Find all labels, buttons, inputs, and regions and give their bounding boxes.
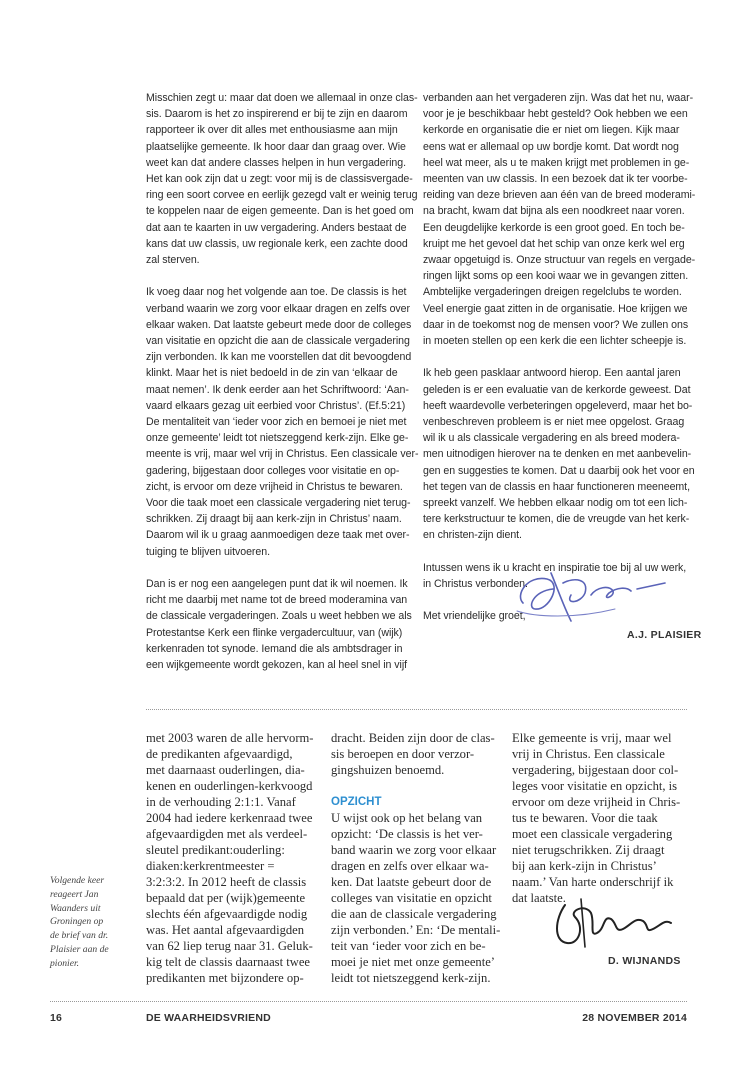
text-line: die aan de classicale vergadering (331, 907, 497, 921)
text-line: sleutel predikant:ouderling: (146, 843, 285, 857)
text-line: tus te bewaren. Voor die taak (512, 811, 658, 825)
text-line: ken. Dat laatste gebeurt door de (331, 875, 492, 889)
text-line: vaard elkaars gezag uit eerbied voor Christus’. (Ef.5:21) (146, 399, 406, 412)
text-line: leges voor visitatie en opzicht, is (512, 779, 678, 793)
text-line: daar in de toekomst nog de mensen voor? We zullen ons (423, 318, 689, 331)
letter2-column-3 (512, 730, 692, 906)
letter2-column-2-bottom (331, 810, 511, 986)
text-line: de classicale vergaderingen. Zoals u weet hebben we als (146, 610, 412, 623)
text-line: predikanten met bijzondere op- (146, 971, 304, 985)
text-line: Daarom wil ik u graag aanmoedigen deze taak met over- (146, 529, 410, 542)
text-line: teit van ‘ieder voor zich en be- (331, 939, 486, 953)
text-line: Ik heb geen pasklaar antwoord hierop. Een aantal jaren (423, 367, 681, 380)
text-line: meente is vrij, maar wel vrij in Christus. Een classicale ver- (146, 448, 419, 461)
text-line: het tegen van de classis en haar functioneren meeneemt, (423, 480, 690, 493)
section-divider (146, 709, 687, 710)
text-line: verbanden aan het vergaderen zijn. Was dat het nu, waar- (423, 92, 694, 104)
text-line: van visitatie en opzicht die aan de classicale vergadering (146, 335, 410, 348)
text-line: slechts één afgevaardigde nodig (146, 907, 308, 921)
text-line: eens wat er allemaal op uw bordje komt. Dat wordt nog (423, 140, 679, 153)
text-line: richt me daarbij met name tot de breed moderamina van (146, 594, 408, 607)
text-line: Misschien zegt u: maar dat doen we allemaal in onze clas- (146, 92, 418, 104)
text-line: heel wat meer, als u te maken krijgt met problemen in ge- (423, 156, 690, 169)
text-line: wil ik u als classicale vergadering en als breed modera- (423, 432, 680, 445)
text-line: dragen en zelfs over elkaar wa- (331, 859, 489, 873)
text-line: gen en suggesties te komen. Dat u daarbij ook het voor en (423, 464, 695, 477)
issue-date: 28 NOVEMBER 2014 (582, 1012, 687, 1024)
text-line: Elke gemeente is vrij, maar wel (512, 731, 672, 745)
text-line: De mentaliteit van ‘ieder voor zich en bemoei je niet met (146, 416, 407, 429)
text-line: een wijkgemeente wordt gekozen, kan al heel snel in vijf (146, 659, 408, 672)
text-line: moei je niet met onze gemeente’ (331, 955, 495, 969)
text-line: diaken:kerkrentmeester = (146, 859, 275, 873)
text-line: dracht. Beiden zijn door de clas- (331, 731, 495, 745)
text-line: klinkt. Maar het is niet bedoeld in de zin van ‘elkaar de (146, 367, 398, 380)
text-line: naam.’ Van harte onderschrijf ik (512, 875, 674, 889)
text-line: bepaald dat per (wijk)gemeente (146, 891, 306, 905)
text-line: Intussen wens ik u kracht en inspiratie toe bij al uw werk, (423, 561, 687, 574)
text-line: vergadering, bijgestaan door col- (512, 763, 679, 777)
text-line: te koppelen naar de eigen gemeente. Dan is het goed om (146, 205, 414, 218)
text-line: meenten van uw classis. In een bezoek dat ik ter voorbe- (423, 173, 688, 186)
text-line: dat aan te kaarten in uw vergadering. Anders bestaat de (146, 221, 407, 234)
text-line: Het kan ook zijn dat u zegt: voor mij is de classisvergade- (146, 173, 413, 186)
signature-name-plaisier: A.J. PLAISIER (627, 629, 702, 641)
text-line: onze gemeente’ leidt tot nietszeggend kerk-zijn. Elke ge- (146, 432, 409, 445)
text-line: Ik voeg daar nog het volgende aan toe. De classis is het (146, 286, 407, 299)
text-line: kenen en ouderlingen-kerkvoogd (146, 779, 313, 793)
signature-name-wijnands: D. WIJNANDS (608, 955, 681, 967)
text-line: met 2003 waren de alle hervorm- (146, 731, 314, 745)
text-line: 3:2:3:2. In 2012 heeft de classis (146, 875, 307, 889)
text-line: tere kerkstructuur te komen, die de vreugde van het kerk- (423, 513, 690, 526)
plaisier-signature (505, 565, 690, 627)
text-line: zijn verbonden.’ En: ‘De mentali- (331, 923, 501, 937)
text-line: zicht, is ervoor om deze vrijheid in Christus te bewaren. (146, 480, 403, 493)
text-line: Volgende keer (50, 875, 105, 886)
text-line: spreekt vanzelf. We hebben elkaar nodig om tot een lich- (423, 497, 688, 510)
text-line: bij aan kerk-zijn in Christus’ (512, 859, 657, 873)
text-line: vrij in Christus. Een classicale (512, 747, 665, 761)
text-line: Protestantse Kerk een flinke vergadercultuur, van (wijk) (146, 626, 403, 639)
text-line: sis. Daarom is het zo inspirerend er bij te zijn en daarom (146, 108, 408, 121)
text-line: elkaar waken. Dat laatste gebeurt mede door de colleges (146, 318, 412, 331)
text-line: schrikken. Zij draagt bij aan kerk-zijn in Christus’ naam. (146, 513, 402, 526)
text-line: in de verhouding 2:1:1. Vanaf (146, 795, 296, 809)
text-line: kig telt de classis daarnaast twee (146, 955, 311, 969)
paragraph-gap (146, 560, 408, 576)
text-line: ring een soort corvee en eerlijk gezegd valt er weinig terug (146, 189, 418, 202)
text-line: ringen lijkt soms op een kooi waar we in gevangen zitten. (423, 270, 689, 283)
text-line: gadering, bijgestaan door colleges voor visitatie en op- (146, 464, 400, 477)
publication-name: DE WAARHEIDSVRIEND (146, 1012, 271, 1024)
text-line: band waarin we zorg voor elkaar (331, 843, 497, 857)
text-line: was. Het aantal afgevaardigden (146, 923, 305, 937)
text-line: moet een classicale vergadering (512, 827, 673, 841)
text-line: opzicht: ‘De classis is het ver- (331, 827, 483, 841)
text-line: Ambtelijke vergaderingen dreigen regelclubs te worden. (423, 286, 682, 299)
text-line: in moeten stellen op een kerk die een lichter scheepje is. (423, 335, 687, 348)
text-line: colleges van visitatie en opzicht (331, 891, 492, 905)
text-line: geleden is er een evaluatie van de kerkorde geweest. Dat (423, 383, 691, 396)
text-line: de brief van dr. (50, 930, 109, 942)
text-line: gingshuizen benoemd. (331, 763, 445, 777)
text-line: kans dat uw classis, uw regionale kerk, een zachte dood (146, 237, 408, 250)
text-line: in Christus verbonden. (423, 578, 528, 591)
text-line: tuiging te blijven uitvoeren. (146, 545, 270, 558)
letter2-column-2 (331, 730, 511, 986)
text-line: Plaisier aan de (50, 943, 109, 955)
wijnands-signature (545, 893, 685, 953)
text-line: maat nemen’. Ik denk eerder aan het Schriftwoord: ‘Aan- (146, 383, 409, 396)
letter2-column-2-top (331, 730, 511, 778)
text-line: van 62 liep terug naar 31. Geluk- (146, 939, 313, 953)
text-line: voor je je beschikbaar hebt gesteld? Ook hebben we een (423, 108, 688, 121)
text-line: de predikanten afgevaardigd, (146, 747, 293, 761)
text-line: afgevaardigden met als verdeel- (146, 827, 308, 841)
text-line: kerkenraden tot synode. Iemand die als ambtsdrager in (146, 642, 403, 655)
text-line: weet kan dat andere classes helpen in hun vergadering. (146, 156, 406, 169)
text-line: en christen-zijn dient. (423, 529, 522, 542)
letter1-left-column (146, 90, 419, 673)
text-line: Groningen op (50, 916, 104, 928)
text-line: dat laatste. (512, 891, 566, 905)
text-line: ervoor om deze vrijheid in Chris- (512, 795, 681, 809)
text-line: leidt tot nietszeggend kerk-zijn. (331, 971, 491, 985)
text-line: plaatselijke gemeente. Ik hoor daar dan graag over. Wie (146, 140, 406, 153)
text-line: sis beroepen en door verzor- (331, 747, 475, 761)
footer-divider (50, 1001, 687, 1002)
text-line: pionier. (50, 957, 80, 969)
text-line: reageert Jan (50, 888, 99, 900)
paragraph-gap (146, 268, 408, 284)
text-line: Voor die taak moet een classicale vergadering niet terug- (146, 497, 411, 510)
side-caption (50, 874, 120, 971)
paragraph-gap (423, 544, 689, 560)
text-line: zijn verbonden. Ik kan me voorstellen dat dit bevoogdend (146, 351, 412, 364)
text-line: na bracht, kwam dat bijna als een noodkreet naar voren. (423, 205, 685, 218)
letter1-right-column (423, 90, 696, 625)
text-line: U wijst ook op het belang van (331, 811, 483, 825)
text-line: reiding van deze brieven aan één van de breed moderami- (423, 189, 696, 202)
text-line: Dan is er nog een aangelegen punt dat ik wil noemen. Ik (146, 578, 408, 591)
text-line: Een deugdelijke kerkorde is een groot goed. En toch be- (423, 221, 685, 234)
text-line: 2004 had iedere kerkenraad twee (146, 811, 313, 825)
text-line: zwaar opgetuigd is. Onze structuur van regels en vergade- (423, 254, 696, 267)
text-line: Met vriendelijke groet, (423, 610, 526, 623)
text-line: zal sterven. (146, 254, 200, 267)
text-line: men uitnodigen hierover na te denken en met aanbevelin- (423, 448, 692, 461)
subheading-opzicht: OPZICHT (331, 796, 382, 808)
letter2-column-1 (146, 730, 324, 986)
paragraph-gap (423, 349, 689, 365)
text-line: kruipt me het gevoel dat het schip van onze kerk wel erg (423, 237, 685, 250)
text-line: verband waarin we zorg voor elkaar dragen en zelfs over (146, 302, 411, 315)
text-line: Waanders uit (50, 902, 101, 914)
text-line: heeft waardevolle verbeteringen opgeleverd, maar het bo- (423, 399, 693, 412)
text-line: met daarnaast ouderlingen, dia- (146, 763, 305, 777)
text-line: niet terugschrikken. Zij draagt (512, 843, 665, 857)
text-line: venbeschreven probleem is er niet mee opgelost. Graag (423, 416, 685, 429)
text-line: Veel energie gaat zitten in de organisatie. Hoe krijgen we (423, 302, 688, 315)
text-line: kerkorde en organisatie die er niet om liegen. Kijk maar (423, 124, 680, 137)
text-line: rapporteer ik over dit alles met enthousiasme aan mijn (146, 124, 398, 137)
page-number: 16 (50, 1012, 63, 1024)
